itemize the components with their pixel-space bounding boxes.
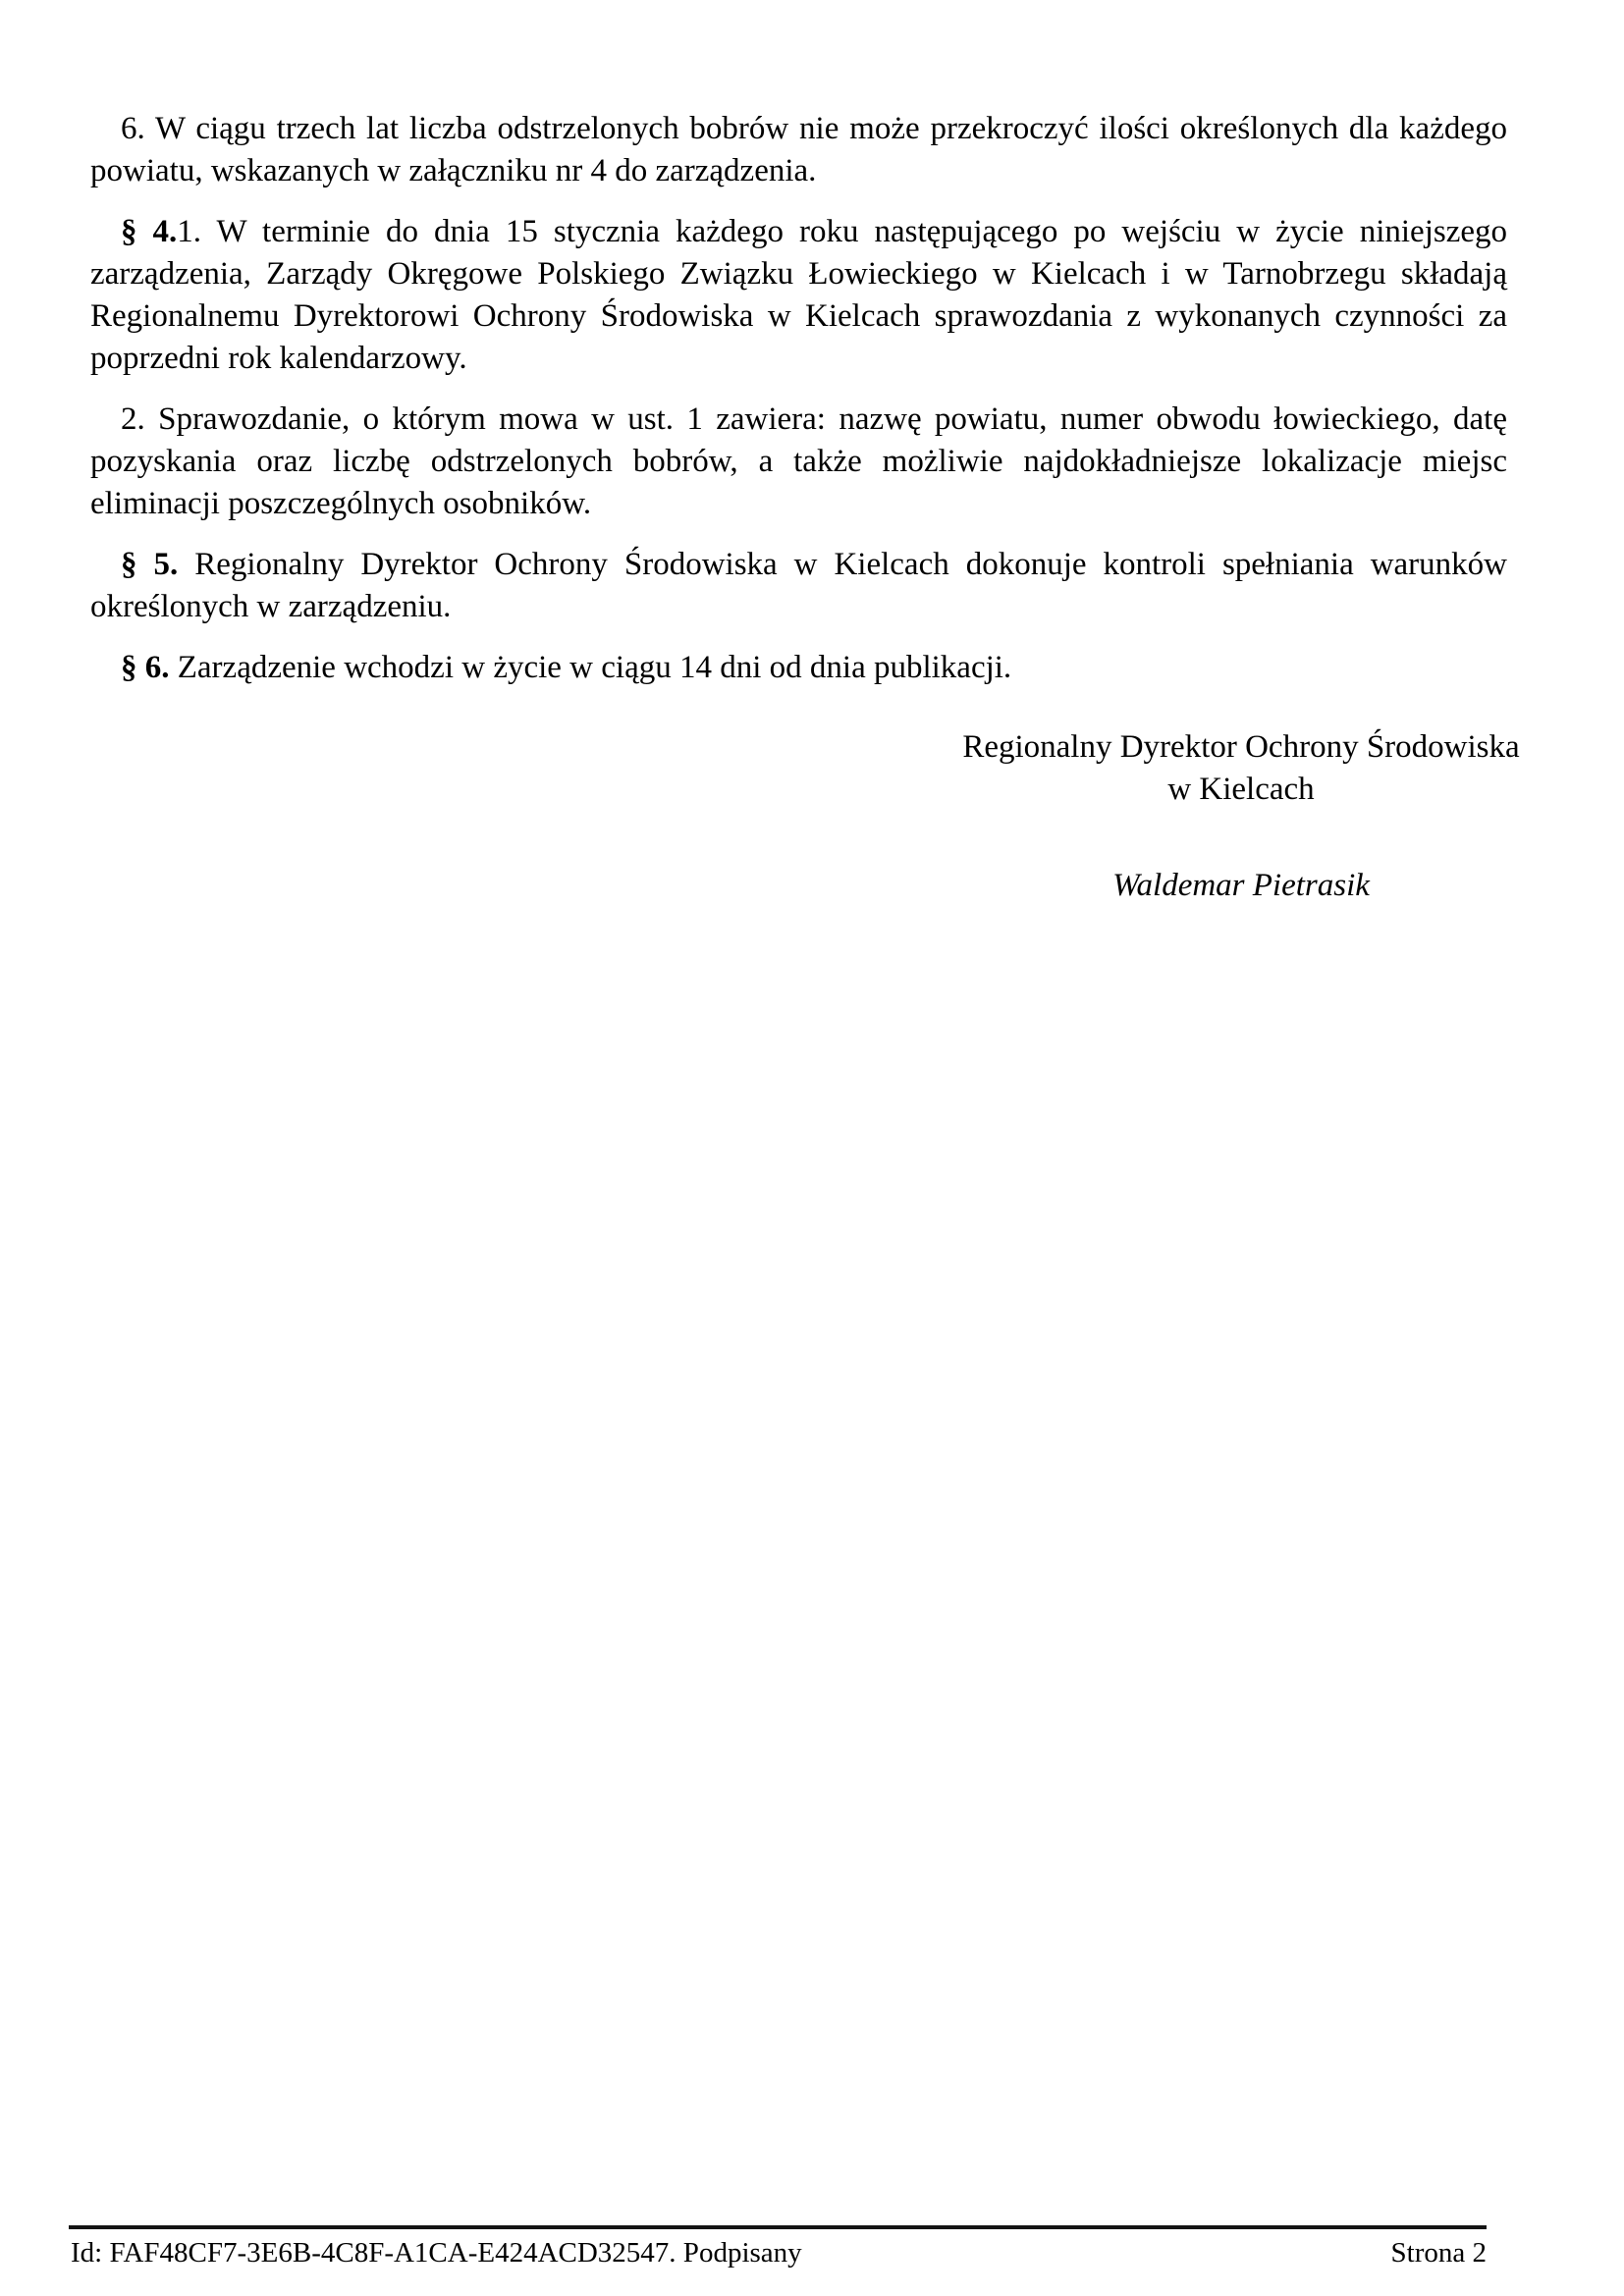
page-footer xyxy=(71,2235,1487,2270)
paragraph-ust6 xyxy=(90,108,1507,192)
paragraph-par5 xyxy=(90,544,1507,628)
paragraph-lead: § 5. xyxy=(121,547,179,582)
paragraph-par6 xyxy=(90,647,1507,689)
paragraph-text: Regionalny Dyrektor Ochrony Środowiska w Kielcach dokonuje kontroli spełniania warunków określonych w zarządzeniu. xyxy=(90,547,1508,624)
paragraph-lead: § 6. xyxy=(121,650,170,685)
footer-divider xyxy=(69,2225,1487,2229)
signatory-name: Waldemar Pietrasik xyxy=(1112,868,1370,903)
paragraph-lead: § 4. xyxy=(121,214,178,249)
paragraph-text: Zarządzenie wchodzi w życie w ciągu 14 dni od dnia publikacji. xyxy=(169,650,1012,685)
signature-title-line2: w Kielcach xyxy=(1167,772,1315,807)
signature-block xyxy=(920,726,1562,907)
signature-title-line1: Regionalny Dyrektor Ochrony Środowiska xyxy=(962,729,1520,765)
paragraph-text: 6. W ciągu trzech lat liczba odstrzelonych bobrów nie może przekroczyć ilości określonych dla każdego powiatu, wskazanych w załączniku nr 4 do zarządzenia. xyxy=(90,111,1507,188)
paragraph-par4 xyxy=(90,211,1507,380)
paragraph-ust2 xyxy=(90,399,1507,525)
paragraph-text: 2. Sprawozdanie, o którym mowa w ust. 1 zawiera: nazwę powiatu, numer obwodu łowieckiego, datę pozyskania oraz liczbę odstrzelonych bobrów, a także możliwie najdokładniejsze lokalizacje miejsc eliminacji poszczególnych osobników. xyxy=(90,401,1507,521)
document-id: Id: FAF48CF7-3E6B-4C8F-A1CA-E424ACD32547. Podpisany xyxy=(71,2237,802,2269)
paragraph-text: 1. W terminie do dnia 15 stycznia każdego roku następującego po wejściu w życie niniejszego zarządzenia, Zarządy Okręgowe Polskiego Związku Łowieckiego w Kielcach i w Tarnobrzegu składają Regionalnemu Dyrektorowi Ochrony Środowiska w Kielcach sprawozdania z wykonanych czynności za poprzedni rok kalendarzowy. xyxy=(90,214,1508,376)
page-number: Strona 2 xyxy=(1390,2237,1487,2269)
document-body xyxy=(90,108,1507,708)
